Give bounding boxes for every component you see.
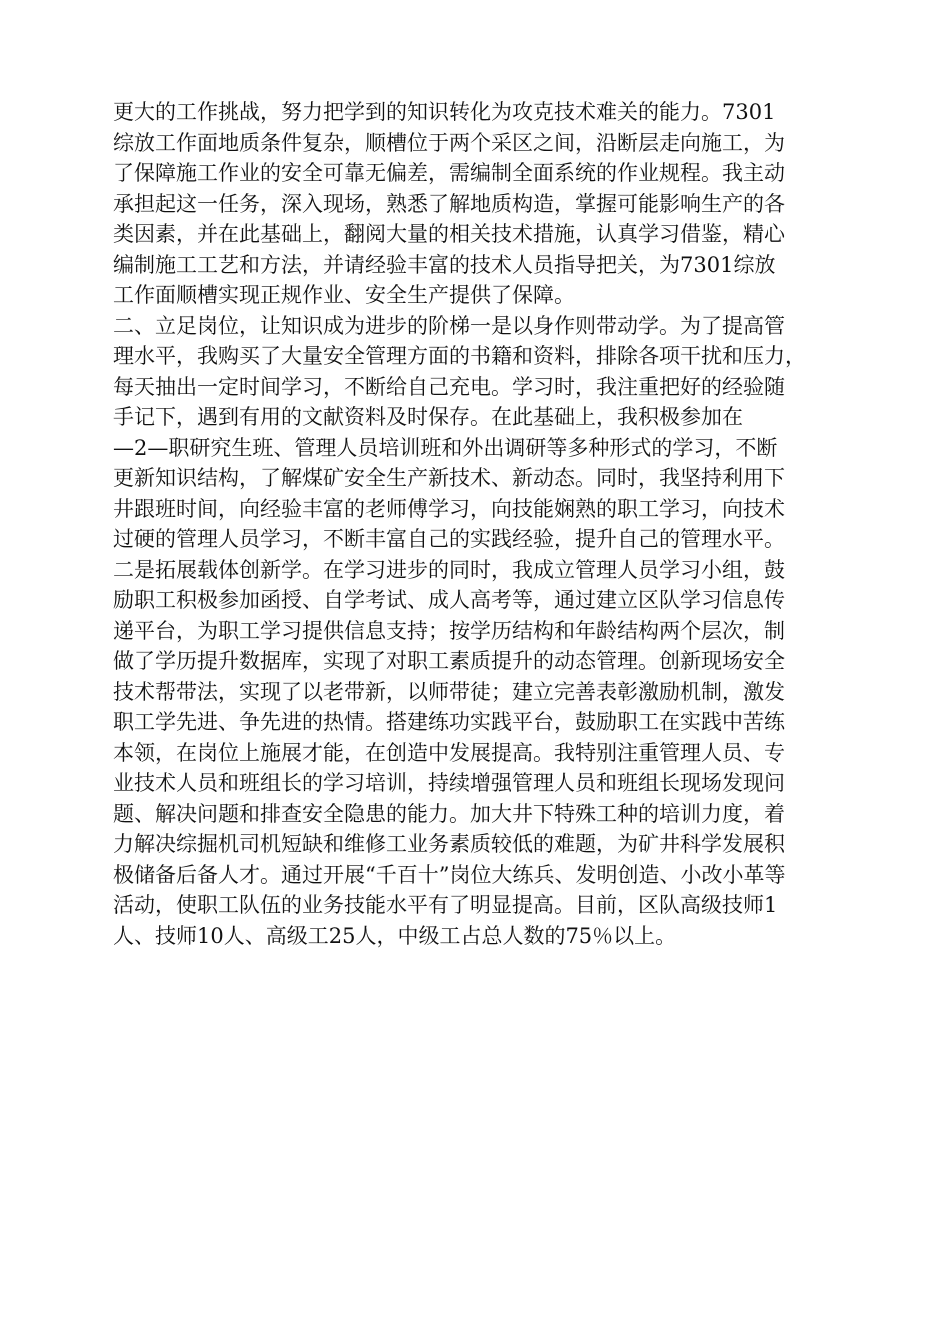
text-line: 了保障施工作业的安全可靠无偏差，需编制全面系统的作业规程。我主动: [113, 161, 785, 185]
text-line: 理水平，我购买了大量安全管理方面的书籍和资料，排除各项干扰和压力，: [113, 344, 806, 368]
text-line: 人、技师10人、高级工25人，中级工占总人数的75％以上。: [113, 923, 677, 948]
text-line: 井跟班时间，向经验丰富的老师傅学习，向技能娴熟的职工学习，向技术: [113, 496, 785, 521]
text-line: 极储备后备人才。通过开展“千百十”岗位大练兵、发明创造、小改小革等: [113, 862, 786, 887]
text-line: 力解决综掘机司机短缺和维修工业务素质较低的难题，为矿井科学发展积: [113, 832, 785, 856]
text-line: 技术帮带法，实现了以老带新，以师带徒；建立完善表彰激励机制，激发: [113, 679, 785, 704]
text-line: 更新知识结构，了解煤矿安全生产新技术、新动态。同时，我坚持利用下: [113, 466, 785, 490]
text-line: 更大的工作挑战，努力把学到的知识转化为攻克技术难关的能力。7301: [113, 100, 776, 124]
text-line: 综放工作面地质条件复杂，顺槽位于两个采区之间，沿断层走向施工，为: [113, 130, 785, 155]
text-line: —2—职研究生班、管理人员培训班和外出调研等多种形式的学习，不断: [113, 435, 778, 460]
text-line: 承担起这一任务，深入现场，熟悉了解地质构造，掌握可能影响生产的各: [113, 191, 785, 216]
text-line: 本领，在岗位上施展才能，在创造中发展提高。我特别注重管理人员、专: [113, 740, 785, 765]
text-line: 二、立足岗位，让知识成为进步的阶梯一是以身作则带动学。为了提高管: [113, 313, 785, 338]
text-line: 编制施工工艺和方法，并请经验丰富的技术人员指导把关，为7301综放: [113, 252, 776, 277]
text-line: 做了学历提升数据库，实现了对职工素质提升的动态管理。创新现场安全: [113, 649, 785, 673]
text-line: 题、解决问题和排查安全隐患的能力。加大井下特殊工种的培训力度，着: [113, 801, 785, 826]
text-line: 每天抽出一定时间学习，不断给自己充电。学习时，我注重把好的经验随: [113, 374, 785, 399]
text-line: 递平台，为职工学习提供信息支持；按学历结构和年龄结构两个层次，制: [113, 618, 785, 643]
text-line: 手记下，遇到有用的文献资料及时保存。在此基础上，我积极参加在: [113, 405, 743, 429]
text-line: 职工学先进、争先进的热情。搭建练功实践平台，鼓励职工在实践中苦练: [113, 710, 785, 734]
text-line: 类因素，并在此基础上，翻阅大量的相关技术措施，认真学习借鉴，精心: [113, 222, 785, 246]
text-line: 业技术人员和班组长的学习培训，持续增强管理人员和班组长现场发现问: [113, 771, 785, 795]
text-line: 活动，使职工队伍的业务技能水平有了明显提高。目前，区队高级技师1: [113, 893, 778, 917]
body-text: [113, 97, 873, 951]
text-line: 二是拓展载体创新学。在学习进步的同时，我成立管理人员学习小组，鼓: [113, 557, 785, 582]
text-line: 工作面顺槽实现正规作业、安全生产提供了保障。: [113, 283, 575, 307]
text-line: 过硬的管理人员学习，不断丰富自己的实践经验，提升自己的管理水平。: [113, 527, 785, 551]
text-line: 励职工积极参加函授、自学考试、成人高考等，通过建立区队学习信息传: [113, 588, 785, 612]
